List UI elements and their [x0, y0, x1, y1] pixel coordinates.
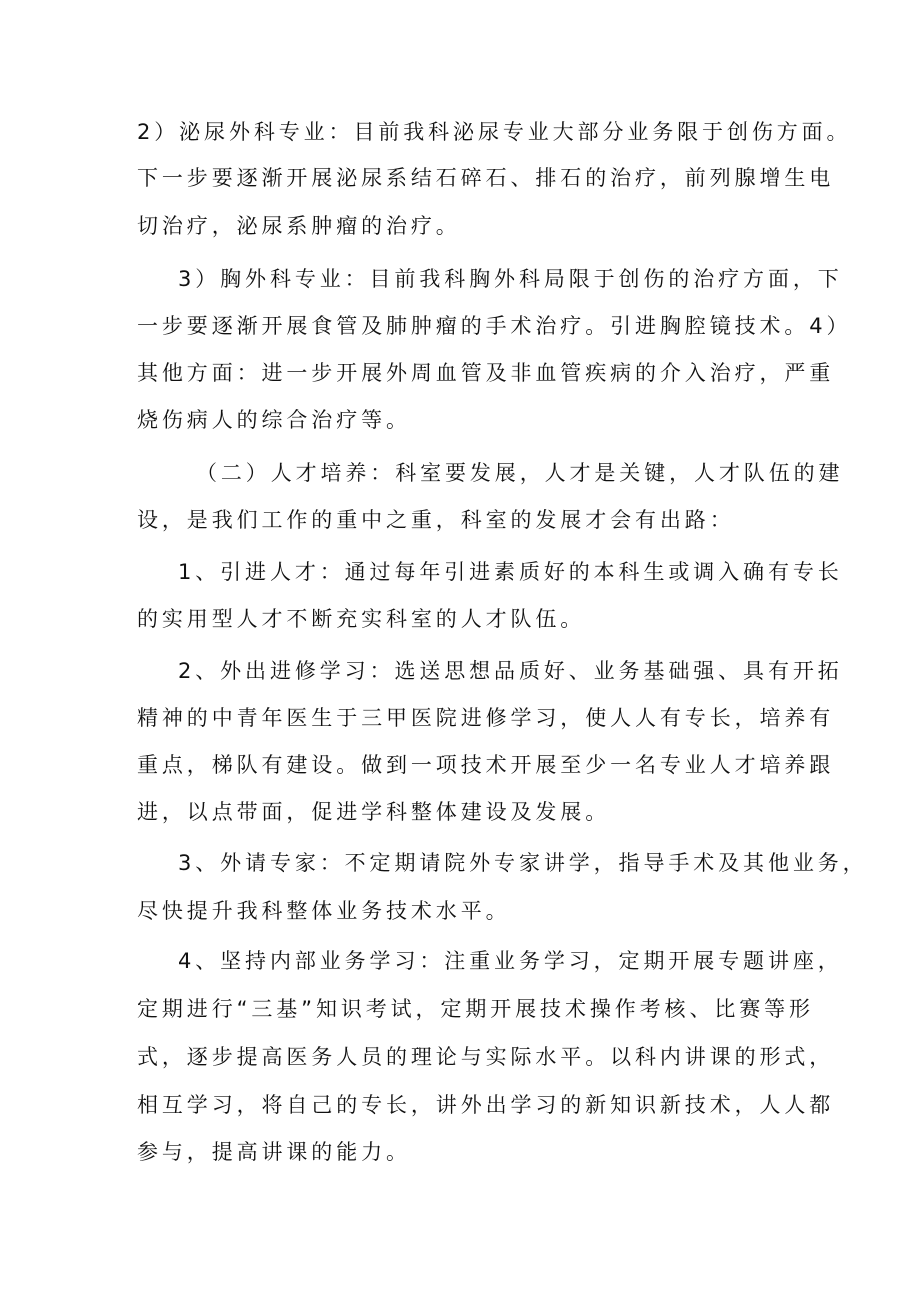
text-line: 精神的中青年医生于三甲医院进修学习，使人人有专长，培养有: [137, 706, 835, 730]
section-heading: （二）人才培养：科室要发展，人才是关键，人才队伍的建: [196, 461, 844, 485]
text-line: 一步要逐渐开展食管及肺肿瘤的手术治疗。引进胸腔镜技术。4）: [137, 314, 852, 338]
text-line: 进，以点带面，促进学科整体建设及发展。: [137, 800, 611, 824]
text-line: 1、引进人才：通过每年引进素质好的本科生或调入确有专长: [178, 560, 843, 584]
text-line: 定期进行“三基”知识考试，定期开展技术操作考核、比赛等形: [137, 997, 814, 1021]
text-line: 3）胸外科专业：目前我科胸外科局限于创伤的治疗方面，下: [178, 267, 843, 291]
text-line: 4、坚持内部业务学习：注重业务学习，定期开展专题讲座，: [178, 949, 843, 973]
text-line: 3、外请专家：不定期请院外专家讲学，指导手术及其他业务，: [178, 851, 868, 875]
text-line: 2、外出进修学习：选送思想品质好、业务基础强、具有开拓: [178, 659, 843, 683]
text-line: 切治疗，泌尿系肿瘤的治疗。: [137, 214, 461, 238]
text-line: 重点，梯队有建设。做到一项技术开展至少一名专业人才培养跟: [137, 753, 835, 777]
text-line: 的实用型人才不断充实科室的人才队伍。: [137, 607, 586, 631]
text-line: 式，逐步提高医务人员的理论与实际水平。以科内讲课的形式，: [137, 1045, 835, 1069]
text-line: 参与，提高讲课的能力。: [137, 1140, 411, 1164]
text-line: 下一步要逐渐开展泌尿系结石碎石、排石的治疗，前列腺增生电: [137, 166, 835, 190]
text-line: 相互学习，将自己的专长，讲外出学习的新知识新技术，人人都: [137, 1093, 835, 1117]
text-line: 其他方面：进一步开展外周血管及非血管疾病的介入治疗，严重: [137, 361, 835, 385]
text-line: 尽快提升我科整体业务技术水平。: [137, 899, 511, 923]
text-line: 2）泌尿外科专业：目前我科泌尿专业大部分业务限于创伤方面。: [137, 120, 852, 144]
text-line: 设，是我们工作的重中之重，科室的发展才会有出路：: [137, 508, 735, 532]
text-line: 烧伤病人的综合治疗等。: [137, 408, 411, 432]
